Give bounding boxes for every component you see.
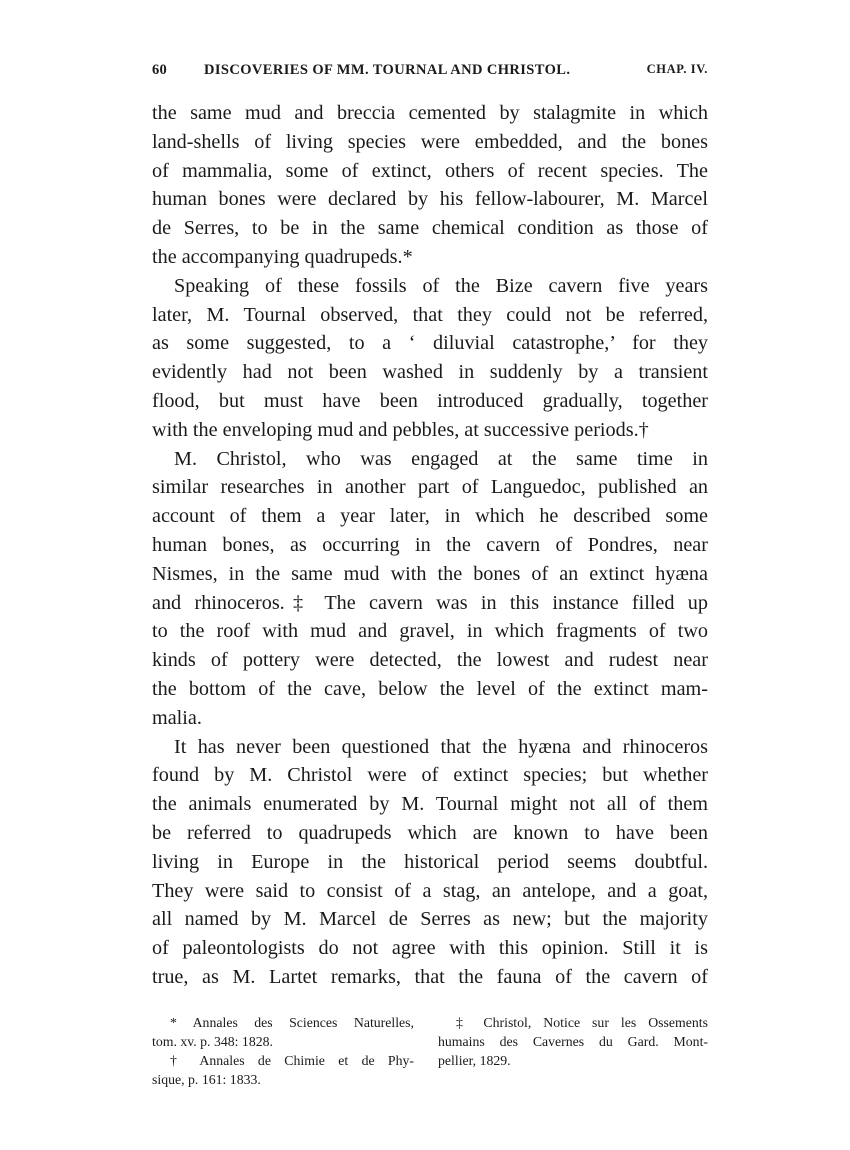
- body-text: [152, 99, 708, 992]
- footnote-line: tom. xv. p. 348: 1828.: [152, 1034, 273, 1049]
- footnote-line: humains des Cavernes du Gard. Mont-: [438, 1034, 708, 1049]
- text-line: with the enveloping mud and pebbles, at successive periods.†: [152, 418, 649, 441]
- footnote-line: * Annales des Sciences Naturelles,: [170, 1015, 414, 1030]
- text-line: M. Christol, who was engaged at the same time in: [174, 447, 708, 470]
- text-line: found by M. Christol were of extinct species; but whether: [152, 764, 708, 787]
- text-line: land-shells of living species were embedded, and the bones: [152, 130, 708, 153]
- text-line: later, M. Tournal observed, that they could not be referred,: [152, 303, 708, 326]
- text-line: be referred to quadrupeds which are known to have been: [152, 821, 708, 844]
- text-line: of paleontologists do not agree with this opinion. Still it is: [152, 937, 708, 960]
- text-line: similar researches in another part of Languedoc, published an: [152, 476, 708, 499]
- text-line: of mammalia, some of extinct, others of recent species. The: [152, 159, 708, 182]
- text-line: all named by M. Marcel de Serres as new; but the majority: [152, 908, 708, 931]
- text-line: the bottom of the cave, below the level of the extinct mam-: [152, 677, 708, 700]
- footnote-line: sique, p. 161: 1833.: [152, 1072, 261, 1087]
- text-line: living in Europe in the historical period seems doubtful.: [152, 850, 708, 873]
- text-line: the animals enumerated by M. Tournal might not all of them: [152, 793, 708, 816]
- text-line: as some suggested, to a ‘ diluvial catastrophe,’ for they: [152, 332, 708, 355]
- running-title: DISCOVERIES OF MM. TOURNAL AND CHRISTOL.: [204, 62, 571, 78]
- text-line: human bones were declared by his fellow-labourer, M. Marcel: [152, 188, 708, 211]
- footnote-line: † Annales de Chimie et de Phy-: [170, 1053, 414, 1068]
- text-line: de Serres, to be in the same chemical condition as those of: [152, 217, 708, 240]
- text-line: to the roof with mud and gravel, in which fragments of two: [152, 620, 708, 643]
- text-line: human bones, as occurring in the cavern of Pondres, near: [152, 533, 708, 556]
- text-line: malia.: [152, 706, 202, 729]
- text-line: kinds of pottery were detected, the lowest and rudest near: [152, 649, 708, 672]
- text-line: account of them a year later, in which he described some: [152, 505, 708, 528]
- text-line: the same mud and breccia cemented by stalagmite in which: [152, 102, 708, 124]
- text-line: Nismes, in the same mud with the bones of an extinct hyæna: [152, 562, 708, 585]
- text-line: It has never been questioned that the hyæna and rhinoceros: [174, 735, 708, 758]
- footnotes-right-column: [438, 1013, 708, 1070]
- text-line: evidently had not been washed in suddenly by a transient: [152, 361, 708, 384]
- text-line: true, as M. Lartet remarks, that the fauna of the cavern of: [152, 965, 708, 988]
- text-line: and rhinoceros.‡ The cavern was in this instance filled up: [152, 591, 708, 614]
- text-line: Speaking of these fossils of the Bize cavern five years: [174, 274, 708, 297]
- text-line: They were said to consist of a stag, an antelope, and a goat,: [152, 879, 708, 902]
- running-head: [152, 62, 708, 86]
- footnote-line: pellier, 1829.: [438, 1053, 511, 1068]
- footnotes-left-column: [152, 1013, 414, 1089]
- chapter-label: CHAP. IV.: [646, 62, 708, 76]
- page-number: 60: [152, 62, 167, 78]
- footnote-line: ‡ Christol, Notice sur les Ossements: [456, 1015, 708, 1030]
- text-line: the accompanying quadrupeds.*: [152, 245, 413, 268]
- text-line: flood, but must have been introduced gradually, together: [152, 389, 708, 412]
